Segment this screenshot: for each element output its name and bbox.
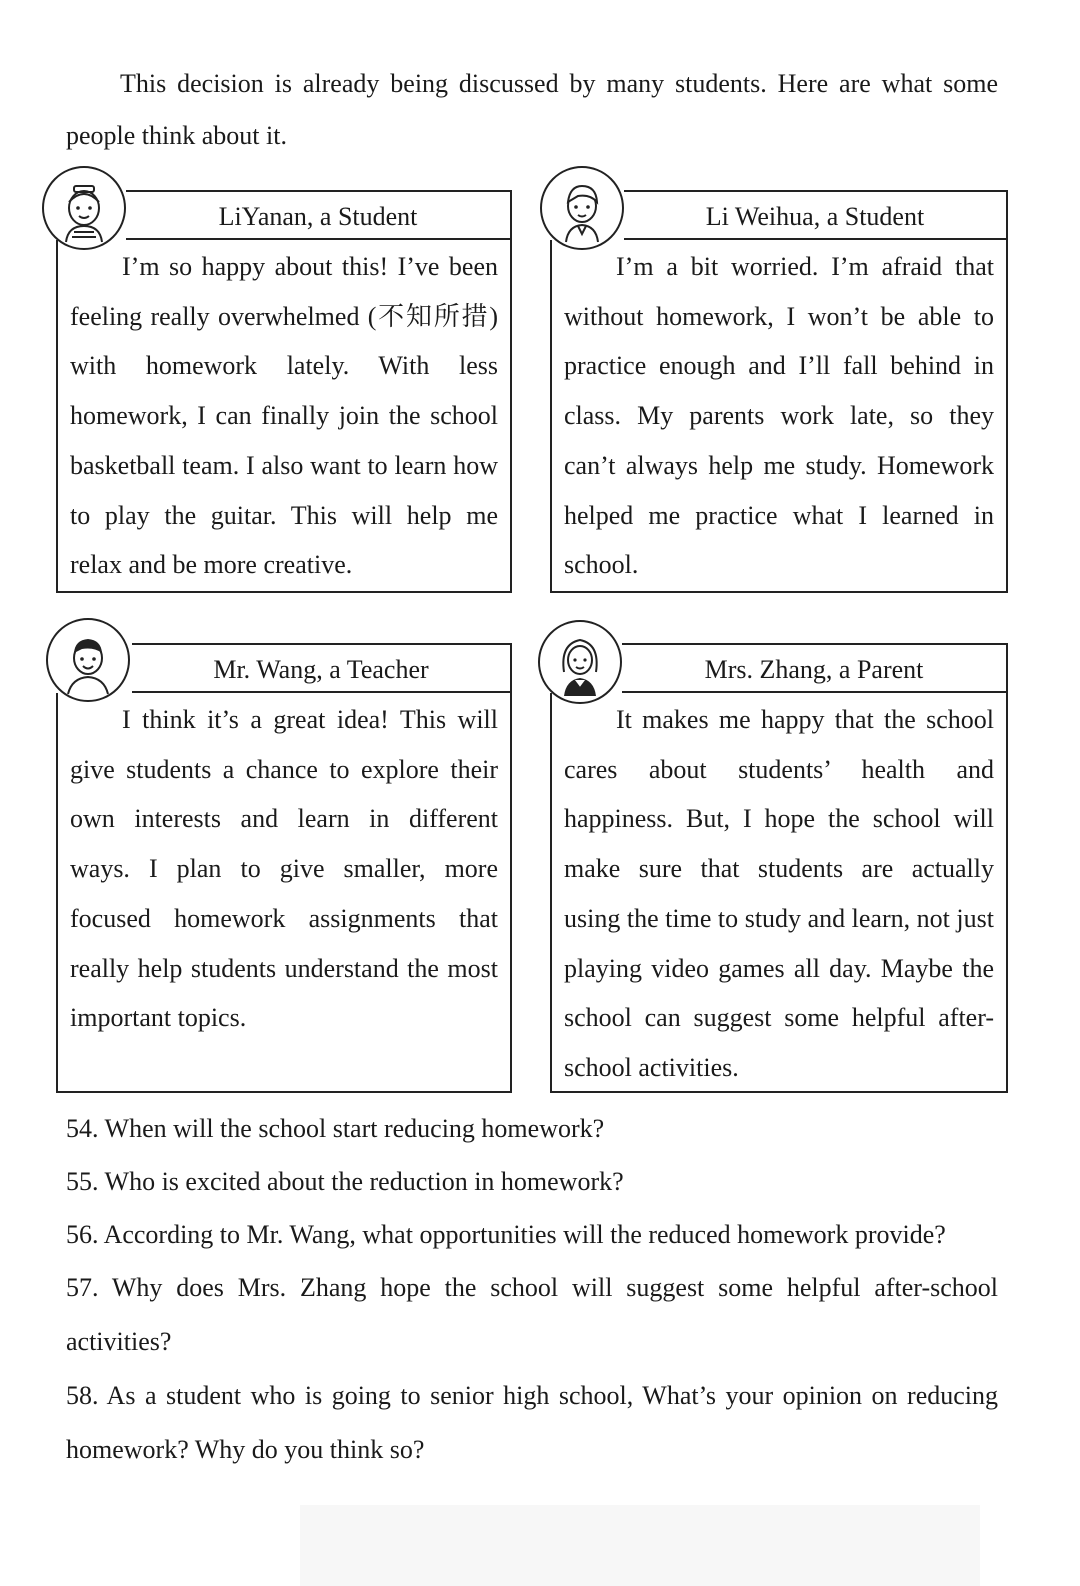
- question-item: 55. Who is excited about the reduction in homework?: [66, 1167, 624, 1196]
- question-list: [66, 1102, 998, 1477]
- question-item: 58. As a student who is going to senior high school, What’s your opinion on reducing homework? Why do you think so?: [66, 1381, 998, 1464]
- opinion-box: [550, 240, 1008, 593]
- opinion-box: [550, 693, 1008, 1093]
- card-name-bar: [622, 643, 1008, 693]
- intro-paragraph: This decision is already being discussed by many students. Here are what some people think about it.: [66, 69, 998, 150]
- card-name-bar: [126, 190, 512, 240]
- opinion-box: [56, 693, 512, 1093]
- page-shadow: [300, 1505, 980, 1586]
- speaker-name: LiYanan, a Student: [218, 202, 418, 231]
- card-name-bar: [624, 190, 1008, 240]
- opinion-text: I’m so happy about this! I’ve been feeling really overwhelmed (不知所措) with homework lately. With less homework, I can finally join the school basketball team. I also want to learn how to play the guitar. This will help me relax and be more creative.: [70, 252, 498, 580]
- opinion-text: I’m a bit worried. I’m afraid that without homework, I won’t be able to practice enough and I’ll fall behind in class. My parents work late, so they can’t always help me study. Homework helped me practice what I learned in school.: [564, 252, 994, 580]
- speaker-name: Mrs. Zhang, a Parent: [704, 655, 924, 684]
- opinion-box: [56, 240, 512, 593]
- question-item: 54. When will the school start reducing homework?: [66, 1114, 605, 1143]
- card-name-bar: [132, 643, 512, 693]
- speaker-name: Li Weihua, a Student: [705, 202, 925, 231]
- speaker-name: Mr. Wang, a Teacher: [213, 655, 429, 684]
- question-item: 57. Why does Mrs. Zhang hope the school will suggest some helpful after-school activities?: [66, 1273, 998, 1356]
- boy-student-avatar-icon: [540, 166, 624, 250]
- opinion-text: It makes me happy that the school cares about students’ health and happiness. But, I hope the school will make sure that students are actually using the time to study and learn, not just playing video games all day. Maybe the school can suggest some helpful after-school activities.: [564, 705, 994, 1082]
- teacher-avatar-icon: [46, 618, 130, 702]
- parent-avatar-icon: [538, 620, 622, 704]
- question-item: 56. According to Mr. Wang, what opportunities will the reduced homework provide?: [66, 1220, 946, 1249]
- opinion-text: I think it’s a great idea! This will give students a chance to explore their own interests and learn in different ways. I plan to give smaller, more focused homework assignments that really help students understand the most important topics.: [70, 705, 498, 1033]
- girl-student-avatar-icon: [42, 166, 126, 250]
